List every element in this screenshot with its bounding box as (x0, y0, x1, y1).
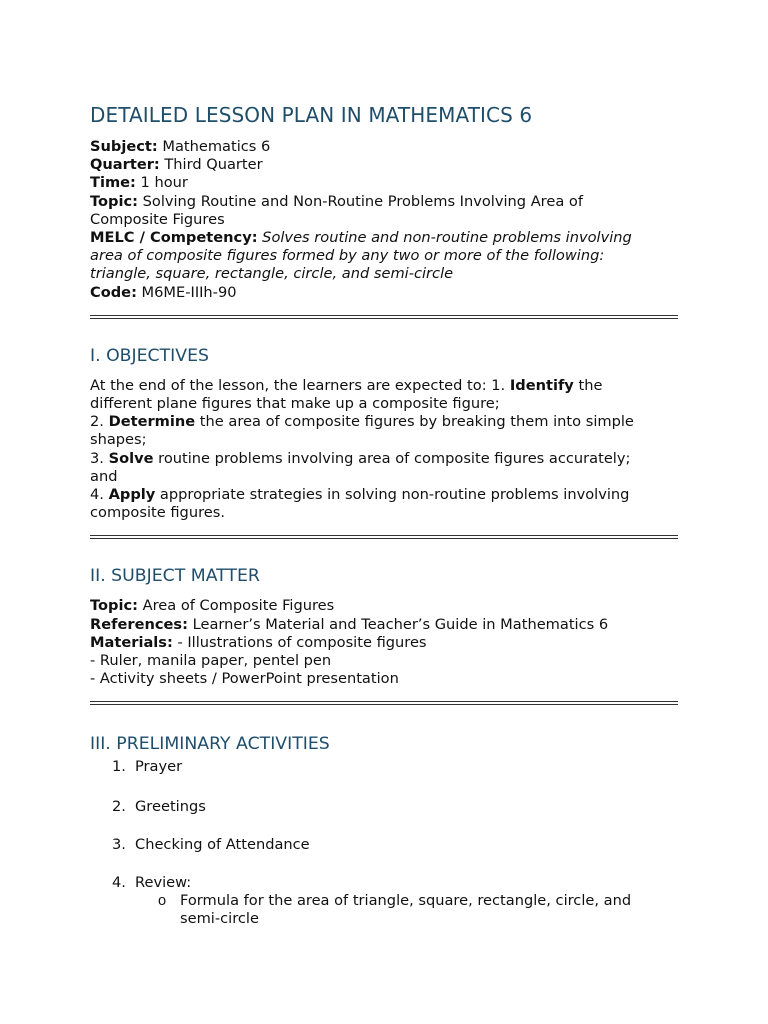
objective-4-verb: Apply (108, 486, 156, 504)
section-divider (90, 701, 678, 705)
lesson-info-block (90, 138, 680, 302)
preliminary-list (90, 758, 680, 892)
materials-row (90, 634, 680, 652)
quarter-row (90, 156, 680, 174)
list-item (90, 836, 680, 854)
objective-4-number: 4. (90, 486, 109, 504)
code-label: Code: (90, 283, 137, 301)
objective-3-text: routine problems involving area of composite figures accurately; (153, 449, 631, 467)
objective-4-text-cont: composite figures. (90, 504, 225, 522)
list-item (90, 874, 680, 892)
review-subitem-text-cont: semi-circle (180, 910, 259, 928)
time-row (90, 174, 680, 192)
melc-row (90, 229, 680, 284)
list-number: 3. (112, 835, 126, 853)
preliminary-heading: III. PRELIMINARY ACTIVITIES (90, 734, 330, 755)
sm-topic-value: Area of Composite Figures (137, 597, 335, 615)
document-title: DETAILED LESSON PLAN IN MATHEMATICS 6 (90, 103, 533, 127)
objective-4-text: appropriate strategies in solving non-routine problems involving (155, 486, 630, 504)
topic-label: Topic: (90, 192, 138, 210)
objective-2-verb: Determine (108, 413, 196, 431)
list-item (90, 798, 680, 816)
objective-3 (90, 450, 680, 486)
materials-item: - Activity sheets / PowerPoint presentation (90, 670, 399, 688)
section-divider (90, 315, 678, 319)
objective-2 (90, 413, 680, 449)
hollow-bullet-icon: o (158, 893, 167, 910)
quarter-label: Quarter: (90, 156, 160, 174)
subject-label: Subject: (90, 138, 158, 155)
objective-1-text: the (573, 376, 603, 394)
list-item-label: Greetings (135, 797, 206, 815)
list-item-label: Checking of Attendance (135, 835, 310, 853)
review-subitem (90, 892, 680, 928)
subject-matter-heading: II. SUBJECT MATTER (90, 566, 260, 587)
sm-topic-row (90, 597, 680, 615)
section-divider (90, 535, 678, 539)
materials-label: Materials: (90, 633, 173, 651)
objective-2-text-cont: shapes; (90, 431, 147, 449)
melc-label: MELC / Competency: (90, 229, 258, 247)
objective-1-text-cont: different plane figures that make up a composite figure; (90, 395, 500, 413)
lesson-plan-content (90, 102, 680, 929)
review-sublist (90, 892, 680, 928)
references-label: References: (90, 615, 188, 633)
list-item-label: Review: (135, 874, 192, 892)
melc-value: Solves routine and non-routine problems involving (257, 229, 632, 247)
list-number: 1. (112, 758, 126, 776)
code-row (90, 284, 680, 302)
time-value: 1 hour (135, 174, 188, 192)
references-value: Learner’s Material and Teacher’s Guide in Mathematics 6 (187, 615, 609, 633)
objective-3-verb: Solve (108, 449, 154, 467)
melc-value-line2: area of composite figures formed by any two or more of the following: (90, 247, 605, 265)
materials-value: - Illustrations of composite figures (172, 633, 427, 651)
objective-3-number: 3. (90, 449, 109, 467)
subject-row (90, 138, 680, 156)
review-subitem-text: Formula for the area of triangle, square, rectangle, circle, and (180, 892, 632, 910)
objective-1-verb: Identify (509, 376, 574, 394)
objective-4 (90, 486, 680, 522)
sm-topic-label: Topic: (90, 597, 138, 615)
objective-1 (90, 377, 680, 413)
time-label: Time: (90, 174, 136, 192)
topic-value: Solving Routine and Non-Routine Problems Involving Area of (137, 192, 583, 210)
objectives-heading: I. OBJECTIVES (90, 345, 209, 366)
objectives-intro: At the end of the lesson, the learners are expected to: 1. (90, 376, 510, 394)
list-number: 4. (112, 874, 126, 892)
references-row (90, 616, 680, 634)
materials-item: - Ruler, manila paper, pentel pen (90, 652, 332, 670)
code-value: M6ME-IIIh-90 (136, 283, 237, 301)
objective-2-text: the area of composite figures by breaking them into simple (195, 413, 634, 431)
topic-value-cont: Composite Figures (90, 210, 225, 228)
objective-3-text-cont: and (90, 467, 118, 485)
objective-2-number: 2. (90, 413, 109, 431)
subject-matter-block (90, 597, 680, 688)
melc-value-line3: triangle, square, rectangle, circle, and semi-circle (90, 265, 454, 283)
list-number: 2. (112, 797, 126, 815)
subject-value: Mathematics 6 (157, 138, 271, 155)
topic-row (90, 193, 680, 229)
list-item-label: Prayer (135, 758, 183, 776)
list-item (90, 758, 680, 776)
quarter-value: Third Quarter (159, 156, 263, 174)
objectives-block (90, 377, 680, 523)
